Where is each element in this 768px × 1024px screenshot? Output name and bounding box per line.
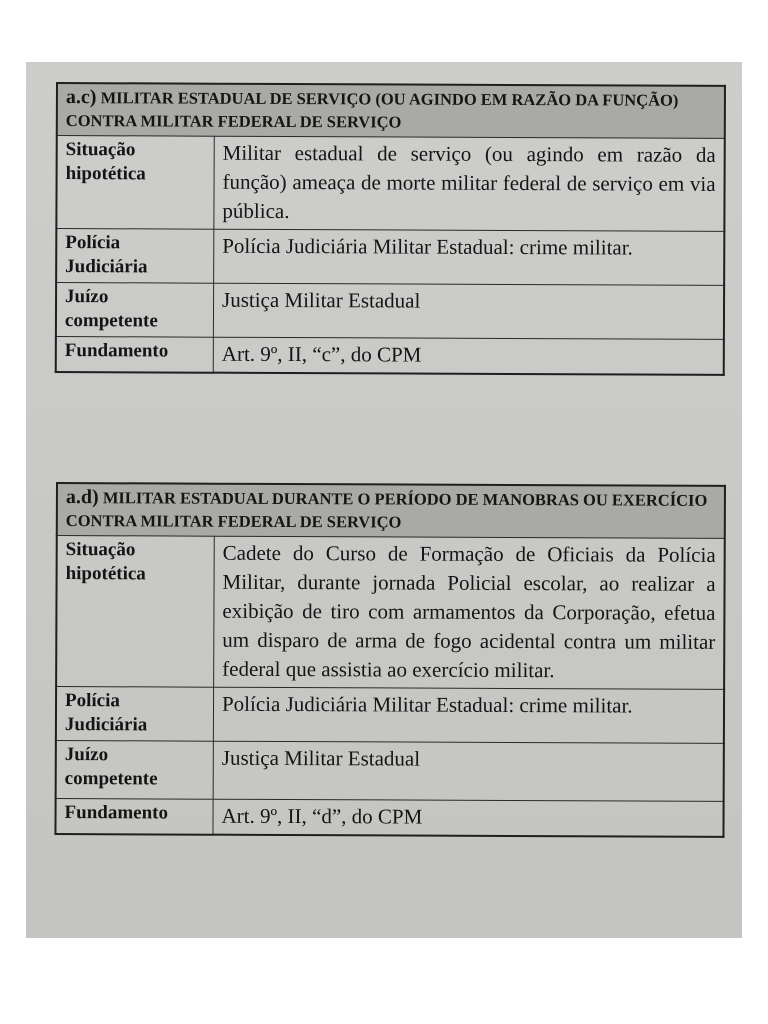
table-row [56, 229, 724, 286]
row-value: Justiça Militar Estadual [213, 741, 724, 801]
table-row [56, 337, 724, 375]
section-title: MILITAR ESTADUAL DURANTE O PERÍODO DE MANOBRAS OU EXERCÍCIO CONTRA MILITAR FEDERAL DE SERVIÇO [65, 488, 708, 532]
table-header [57, 83, 725, 138]
table-header-row [57, 483, 725, 538]
table-row [56, 741, 724, 802]
row-value: Militar estadual de serviço (ou agindo em razão da função) ameaça de morte militar federal de serviço em via pública. [214, 136, 725, 231]
row-label: Polícia Judiciária [56, 687, 214, 742]
row-label: Fundamento [56, 337, 214, 373]
table-row [55, 799, 723, 837]
table-header-row [57, 83, 725, 138]
table-row [56, 687, 724, 744]
table-ad [54, 482, 726, 838]
row-value: Justiça Militar Estadual [213, 283, 724, 339]
table-ac [55, 82, 726, 376]
row-value: Polícia Judiciária Militar Estadual: crime militar. [213, 687, 724, 743]
row-value: Cadete do Curso de Formação de Oficiais da Polícia Militar, durante jornada Policial escolar, ao realizar a exibição de tiro com armamentos da Corporação, efetua um disparo de arma de fogo acidental contra um militar federal que assistia ao exercício militar. [214, 536, 725, 689]
book-page-photo [26, 62, 742, 938]
section-title: MILITAR ESTADUAL DE SERVIÇO (OU AGINDO EM RAZÃO DA FUNÇÃO) CONTRA MILITAR FEDERAL DE SERVIÇO [65, 88, 679, 132]
row-label: Polícia Judiciária [56, 229, 214, 284]
row-value: Polícia Judiciária Militar Estadual: crime militar. [214, 229, 725, 285]
row-label: Juízo competente [56, 283, 214, 338]
section-code: a.c) [65, 86, 97, 109]
table-row [56, 536, 725, 690]
row-value: Art. 9º, II, “d”, do CPM [213, 799, 724, 837]
table-row [56, 136, 724, 232]
table-row [56, 283, 724, 340]
section-code: a.d) [65, 486, 99, 509]
row-value: Art. 9º, II, “c”, do CPM [213, 337, 724, 375]
row-label: Situação hipotética [56, 136, 214, 230]
table-header [57, 483, 725, 538]
row-label: Fundamento [55, 799, 213, 835]
row-label: Situação hipotética [56, 536, 214, 688]
row-label: Juízo competente [56, 741, 214, 800]
